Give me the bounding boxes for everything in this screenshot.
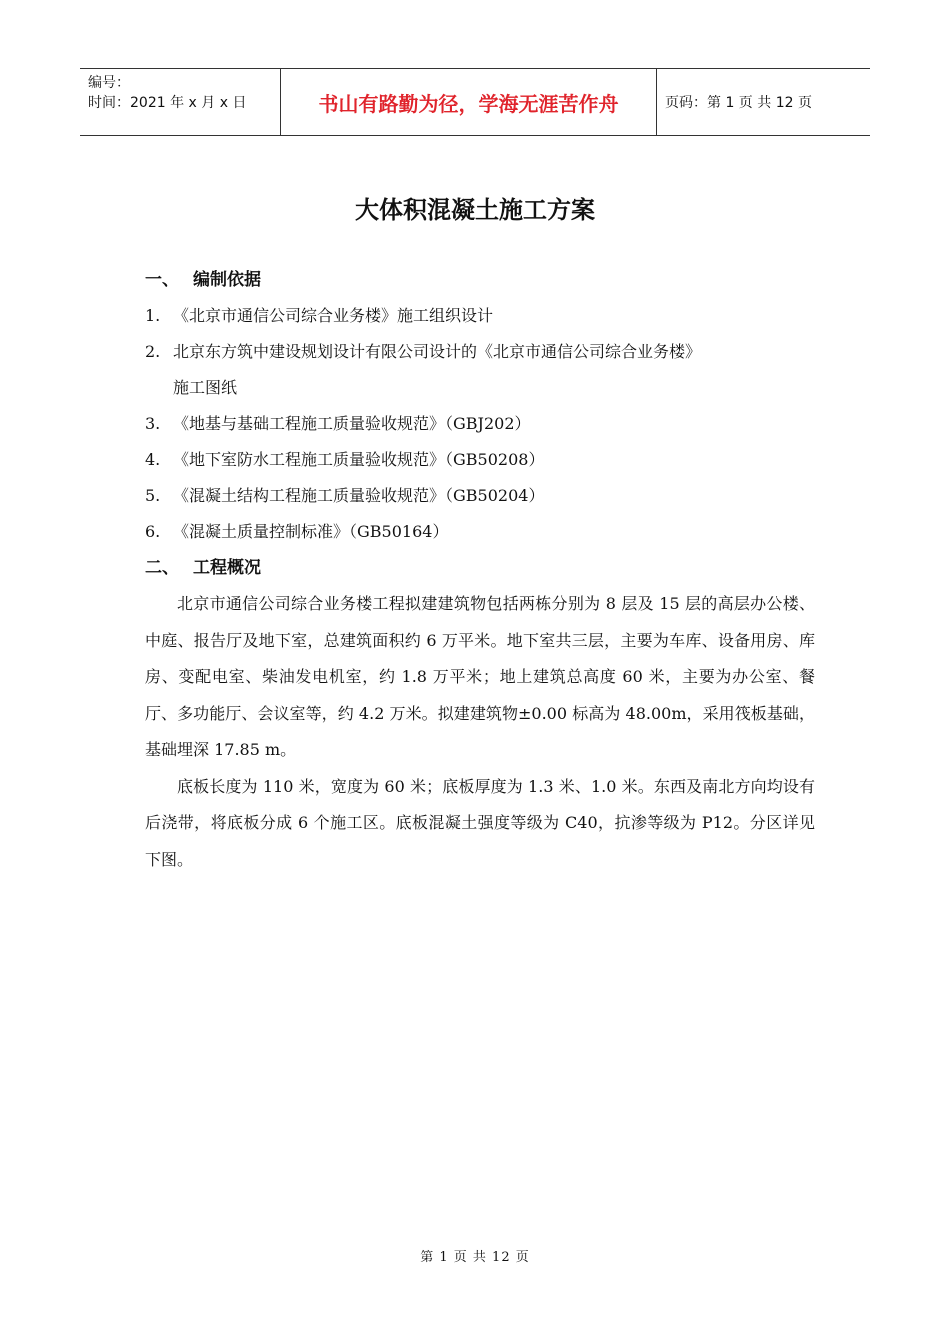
header-info (80, 69, 281, 135)
section-number: 二、 (145, 558, 179, 578)
section-number: 一、 (145, 270, 179, 290)
section-title: 工程概况 (193, 558, 261, 578)
section-heading-overview (145, 550, 815, 586)
section-heading-basis (145, 262, 815, 298)
document-body (145, 262, 815, 878)
page-header (80, 68, 870, 136)
page-footer: 第 1 页 共 12 页 (420, 1250, 530, 1265)
header-page-number: 页码：第 1 页 共 12 页 (665, 95, 812, 111)
document-number-label: 编号： (88, 75, 130, 91)
list-item-continuation: 施工图纸 (173, 378, 238, 397)
list-item: 5. 《混凝土结构工程施工质量验收规范》（GB50204） (145, 486, 545, 505)
paragraph-slab: 底板长度为 110 米，宽度为 60 米；底板厚度为 1.3 米、1.0 米。东西及南北方向均设有后浇带，将底板分成 6 个施工区。底板混凝土强度等级为 C40，抗渗等级为 P12。分区详见下图。 (145, 776, 815, 869)
header-motto: 书山有路勤为径，学海无涯苦作舟 (281, 69, 657, 135)
list-item: 1. 《北京市通信公司综合业务楼》施工组织设计 (145, 306, 494, 325)
document-title: 大体积混凝土施工方案 (355, 196, 595, 224)
paragraph-overview: 北京市通信公司综合业务楼工程拟建建筑物包括两栋分别为 8 层及 15 层的高层办公楼、中庭、报告厅及地下室，总建筑面积约 6 万平米。地下室共三层，主要为车库、设备用房、库房、变配电室、柴油发电机室，约 1.8 万平米；地上建筑总高度 60 米，主要为办公室、餐厅、多功能厅、会议室等，约 4.2 万米。拟建建筑物±0.00 标高为 48.00m，采用筏板基础，基础埋深 17.85 m。 (145, 594, 815, 759)
list-item: 6. 《混凝土质量控制标准》（GB50164） (145, 522, 449, 541)
section-title: 编制依据 (193, 270, 261, 290)
document-date-label: 时间：2021 年 x 月 x 日 (88, 95, 247, 111)
list-item: 2. 北京东方筑中建设规划设计有限公司设计的《北京市通信公司综合业务楼》 (145, 342, 702, 361)
list-item: 3. 《地基与基础工程施工质量验收规范》（GBJ202） (145, 414, 531, 433)
list-item: 4. 《地下室防水工程施工质量验收规范》（GB50208） (145, 450, 545, 469)
